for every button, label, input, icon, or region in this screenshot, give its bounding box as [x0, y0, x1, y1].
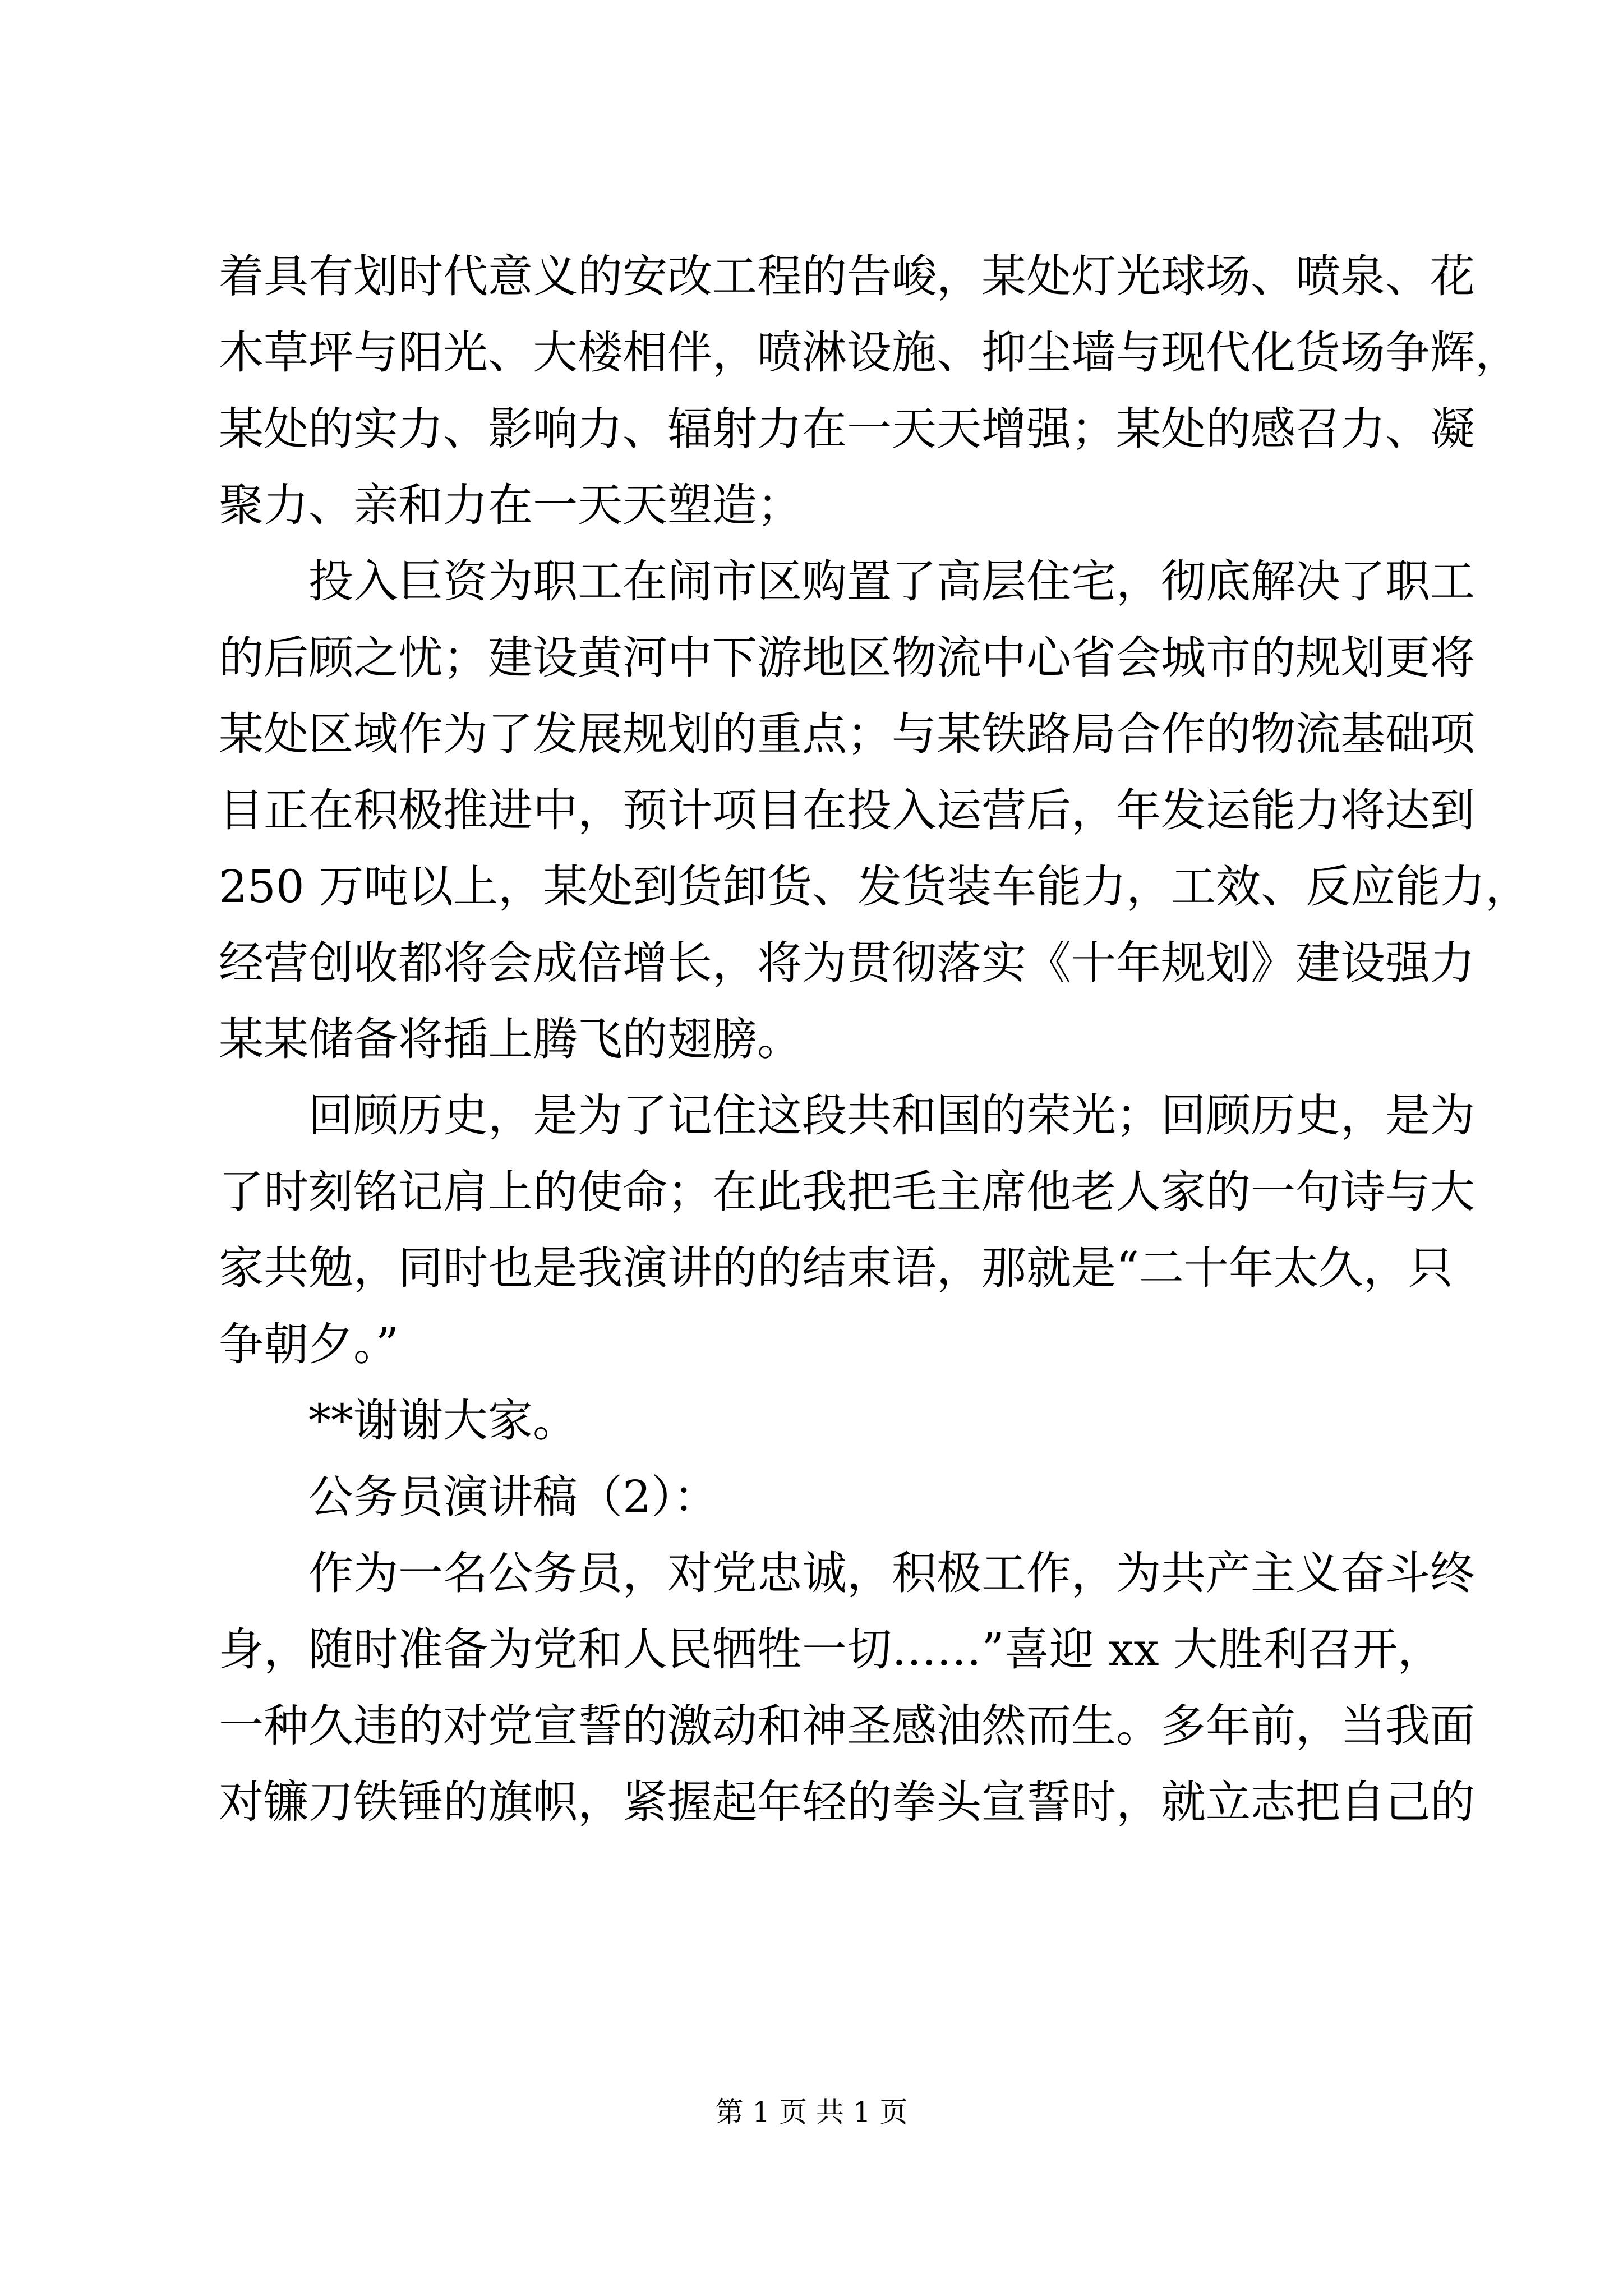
text-line: 对镰刀铁锤的旗帜，紧握起年轻的拳头宣誓时，就立志把自己的	[219, 1776, 1475, 1828]
paragraph	[219, 1383, 1413, 1459]
text-line: 的后顾之忧；建设黄河中下游地区物流中心省会城市的规划更将	[219, 632, 1475, 684]
paragraph	[219, 1535, 1475, 1841]
text-line: 一种久违的对党宣誓的激动和神圣感油然而生。多年前，当我面	[219, 1700, 1475, 1752]
document-body	[219, 238, 1530, 1841]
text-line: 着具有划时代意义的安改工程的告峻，某处灯光球场、喷泉、花	[219, 250, 1475, 302]
text-line: 争朝夕。”	[219, 1318, 399, 1370]
text-line: 某某储备将插上腾飞的翅膀。	[219, 1013, 802, 1065]
paragraph	[219, 238, 1520, 544]
text-line: 公务员演讲稿（2）：	[308, 1471, 718, 1523]
text-line: 木草坪与阳光、大楼相伴，喷淋设施、抑尘墙与现代化货场争辉，	[219, 326, 1520, 379]
text-line: 了时刻铭记肩上的使命；在此我把毛主席他老人家的一句诗与大	[219, 1166, 1475, 1218]
text-line: 回顾历史，是为了记住这段共和国的荣光；回顾历史，是为	[308, 1089, 1475, 1142]
paragraph	[219, 1459, 1413, 1535]
paragraph	[219, 1078, 1475, 1383]
paragraph	[219, 544, 1530, 1078]
text-line: 聚力、亲和力在一天天塑造；	[219, 479, 802, 531]
text-line: 经营创收都将会成倍增长，将为贯彻落实《十年规划》建设强力	[219, 937, 1475, 989]
text-line: 身，随时准备为党和人民牺牲一切……”喜迎 xx 大胜利召开，	[219, 1623, 1442, 1676]
text-line: 家共勉，同时也是我演讲的的结束语，那就是“二十年太久，只	[219, 1242, 1453, 1294]
text-line: 某处的实力、影响力、辐射力在一天天增强；某处的感召力、凝	[219, 403, 1475, 455]
text-line: 250 万吨以上，某处到货卸货、发货装车能力，工效、反应能力，	[219, 861, 1530, 913]
text-line: 目正在积极推进中，预计项目在投入运营后，年发运能力将达到	[219, 784, 1475, 836]
text-line: 某处区域作为了发展规划的重点；与某铁路局合作的物流基础项	[219, 708, 1475, 760]
text-line: 作为一名公务员，对党忠诚，积极工作，为共产主义奋斗终	[308, 1547, 1475, 1599]
page-footer: 第 1 页 共 1 页	[715, 2096, 908, 2128]
text-line: 投入巨资为职工在闹市区购置了高层住宅，彻底解决了职工	[308, 555, 1475, 608]
text-line: **谢谢大家。	[308, 1395, 578, 1447]
